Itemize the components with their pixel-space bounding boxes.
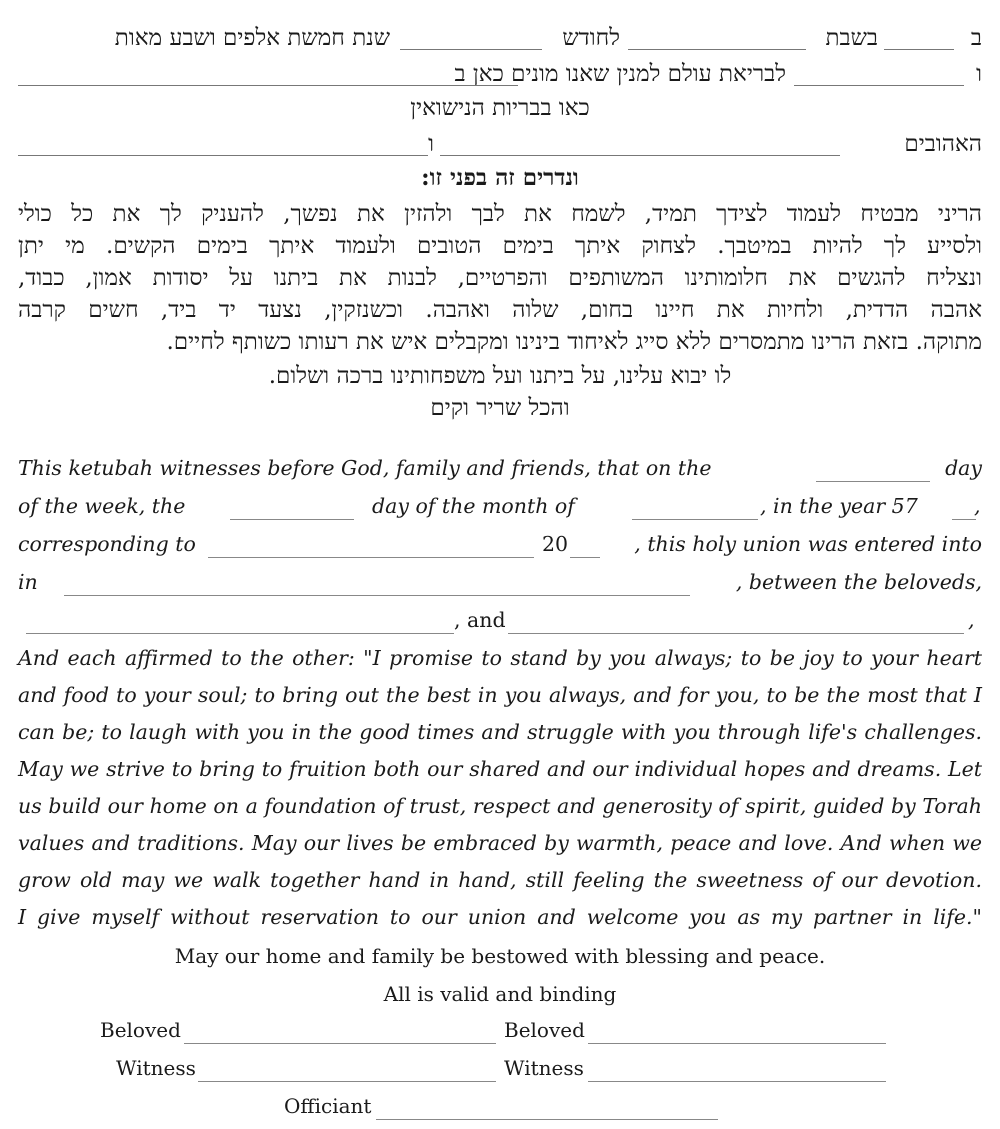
place-blank[interactable] <box>18 85 518 86</box>
day-of-week-blank[interactable] <box>884 49 954 50</box>
beloved-2-name-blank[interactable] <box>18 155 428 156</box>
hebrew-creation-text: לבריאת עולם למנין שאנו מונים כאן ב <box>454 61 786 87</box>
english-corresponding-text: corresponding to <box>18 532 196 556</box>
english-day-of-month-blank[interactable] <box>230 519 354 520</box>
day-of-month-blank[interactable] <box>628 49 806 50</box>
english-civil-year-blank[interactable] <box>570 557 600 558</box>
witness-1-signature-line[interactable] <box>198 1081 496 1082</box>
witness-1-label: Witness <box>116 1056 196 1080</box>
hebrew-shnat: שנת חמשת אלפים ושבע מאות <box>114 25 390 51</box>
english-vow-line-7: grow old may we walk together hand in hand, still feeling the sweetness of our devotion. <box>18 868 982 892</box>
english-line-4 <box>18 570 982 604</box>
english-line-5 <box>18 608 982 642</box>
english-month-text: day of the month of <box>372 494 575 518</box>
english-vow-line-3: can be; to laugh with you in the good times and struggle with you through life's challenges. <box>18 720 982 744</box>
english-vow-line-6: values and traditions. May our lives be embraced by warmth, peace and love. And when we <box>18 831 982 855</box>
english-and-text: , and <box>454 608 506 632</box>
english-line-2 <box>18 494 982 528</box>
english-beloveds-text: , between the beloveds, <box>735 570 982 594</box>
english-beloved-1-blank[interactable] <box>26 633 454 634</box>
hebrew-covenant-line: כאו בבריות הנישואין <box>410 95 590 121</box>
beloved-1-label: Beloved <box>100 1018 181 1042</box>
english-week-text: of the week, the <box>18 494 186 518</box>
english-vow-line-2: and food to your soul; to bring out the best in you always, and for you, to be the most that I <box>18 683 982 707</box>
hebrew-vow-line-3: ונצליח להגשים את חלומותינו המשותפים והפרטיים, לבנות את ביתנו על יסודות אמון, כבוד, <box>18 265 982 291</box>
english-day-word: day <box>945 456 982 480</box>
hebrew-lachodesh: לחודש <box>562 25 620 51</box>
hebrew-and: ו <box>428 131 434 157</box>
hebrew-vows-heading: ונדרים זה בפני זו: <box>421 164 579 191</box>
beloved-2-label: Beloved <box>504 1018 585 1042</box>
english-in-text: in <box>18 570 38 594</box>
english-line-3 <box>18 532 982 566</box>
english-vow-line-4: May we strive to bring to fruition both our shared and our individual hopes and dreams. Let <box>18 757 982 781</box>
hebrew-date-line <box>18 22 982 54</box>
officiant-label: Officiant <box>284 1094 372 1118</box>
english-comma: , <box>974 494 981 518</box>
hebrew-vow-line-5: מתוקה. בזאת הרינו מתמסרים ללא סייג לאיחוד בינינו ומקבלים איש את רעותו כשותף לחיים. <box>166 329 982 355</box>
english-intro-text: This ketubah witnesses before God, family and friends, that on the <box>18 456 712 480</box>
english-civil-date-blank[interactable] <box>208 557 534 558</box>
hebrew-place-line <box>18 58 982 90</box>
english-year-text: , in the year 57 <box>760 494 918 518</box>
hebrew-beshabbat: בשבת <box>825 25 878 51</box>
beloved-1-signature-line[interactable] <box>184 1043 496 1044</box>
english-vow-line-8: I give myself without reservation to our union and welcome you as my partner in life." <box>18 905 982 929</box>
english-beloved-2-blank[interactable] <box>508 633 964 634</box>
english-valid: All is valid and binding <box>383 982 617 1006</box>
hebrew-vow-line-2: ולסייע לך להיות במיטבך. לצחוק איתך בימים הטובים ולעמוד איתך בימים הקשים. מי יתן <box>18 233 982 259</box>
hebrew-vow-line-1: הריני מבטיח לעמוד לצידך תמיד, לשמח את לבך ולהזין את נפשך, להעניק לך את כל כולי <box>18 201 982 227</box>
hebrew-blessing: לו יבוא עלינו, על ביתנו ועל משפחותינו ברכה ושלום. <box>268 363 732 389</box>
witness-2-label: Witness <box>504 1056 584 1080</box>
english-union-text: , this holy union was entered into <box>634 532 982 556</box>
english-comma-2: , <box>968 608 975 632</box>
english-vow-line-1: And each affirmed to the other: "I promise to stand by you always; to be joy to your heart <box>18 646 982 670</box>
officiant-signature-line[interactable] <box>376 1119 718 1120</box>
year-blank[interactable] <box>794 85 964 86</box>
english-month-blank[interactable] <box>632 519 758 520</box>
hebrew-vow-line-4: אהבה הדדית, ולחיות את חיינו בחום, שלוה ואהבה. וכשנזקין, נצעד יד ביד, חשים קרבה <box>18 297 982 323</box>
hebrew-vav: ו <box>976 61 982 87</box>
hebrew-haahuvim: האהובים <box>904 131 982 157</box>
english-vow-line-5: us build our home on a foundation of trust, respect and generosity of spirit, guided by Torah <box>18 794 982 818</box>
english-place-blank[interactable] <box>64 595 690 596</box>
beloved-1-name-blank[interactable] <box>440 155 840 156</box>
hebrew-valid: והכל שריר וקים <box>430 395 570 421</box>
english-century: 20 <box>542 532 569 556</box>
witness-2-signature-line[interactable] <box>588 1081 886 1082</box>
english-year-blank[interactable] <box>952 519 976 520</box>
english-line-1 <box>18 456 982 490</box>
hebrew-beloveds-line <box>18 128 982 160</box>
english-day-blank[interactable] <box>816 481 930 482</box>
hebrew-b-prefix: ב <box>970 25 982 51</box>
beloved-2-signature-line[interactable] <box>588 1043 886 1044</box>
month-blank[interactable] <box>400 49 542 50</box>
english-blessing: May our home and family be bestowed with blessing and peace. <box>174 944 826 968</box>
